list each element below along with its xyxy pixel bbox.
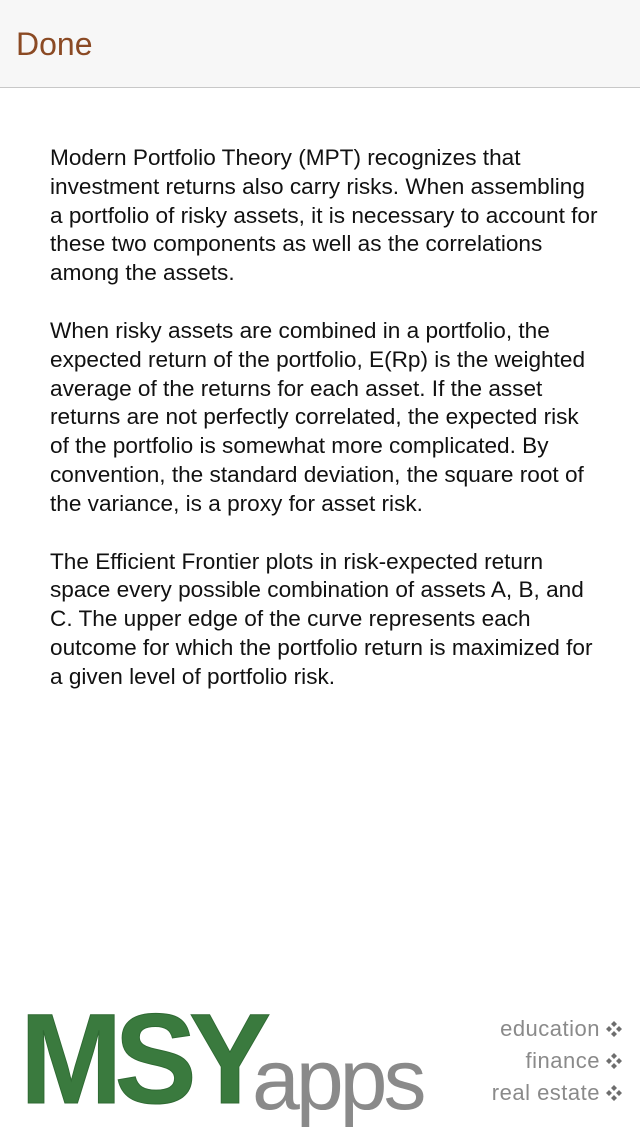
tagline-education: [422, 1014, 622, 1044]
paragraph-efficient-frontier: The Efficient Frontier plots in risk-expected return space every possible combination of assets A, B, and C. The upper edge of the curve represents each outcome for which the portfolio return is maximized for a given level of portfolio risk.: [50, 548, 593, 689]
diamond-bullet-icon: [606, 1021, 622, 1037]
tagline-finance-label: finance: [525, 1048, 600, 1073]
paragraph-expected-return: When risky assets are combined in a portfolio, the expected return of the portfolio, E(Rp) is the weighted average of the returns for each asset. If the asset returns are not perfectly correlated, the expected risk of the portfolio is somewhat more complicated. By convention, the standard deviation, the square root of the variance, is a proxy for asset risk.: [50, 317, 586, 516]
paragraph-mpt-intro: Modern Portfolio Theory (MPT) recognizes that investment returns also carry risks. When assembling a portfolio of risky assets, it is necessary to account for these two components as well as the correlations among the assets.: [50, 145, 598, 286]
tagline-real-estate-label: real estate: [491, 1080, 600, 1105]
done-button[interactable]: Done: [16, 22, 93, 66]
diamond-bullet-icon: [606, 1053, 622, 1069]
diamond-bullet-icon: [606, 1085, 622, 1101]
tagline-real-estate: [422, 1078, 622, 1108]
info-content: [50, 144, 598, 721]
logo-msy-text: MSY: [20, 988, 264, 1131]
navigation-bar: [0, 0, 640, 88]
tagline-finance: [422, 1046, 622, 1076]
tagline-education-label: education: [500, 1016, 600, 1041]
msyapps-logo: [20, 988, 624, 1131]
logo-apps-text: apps: [252, 1032, 423, 1128]
